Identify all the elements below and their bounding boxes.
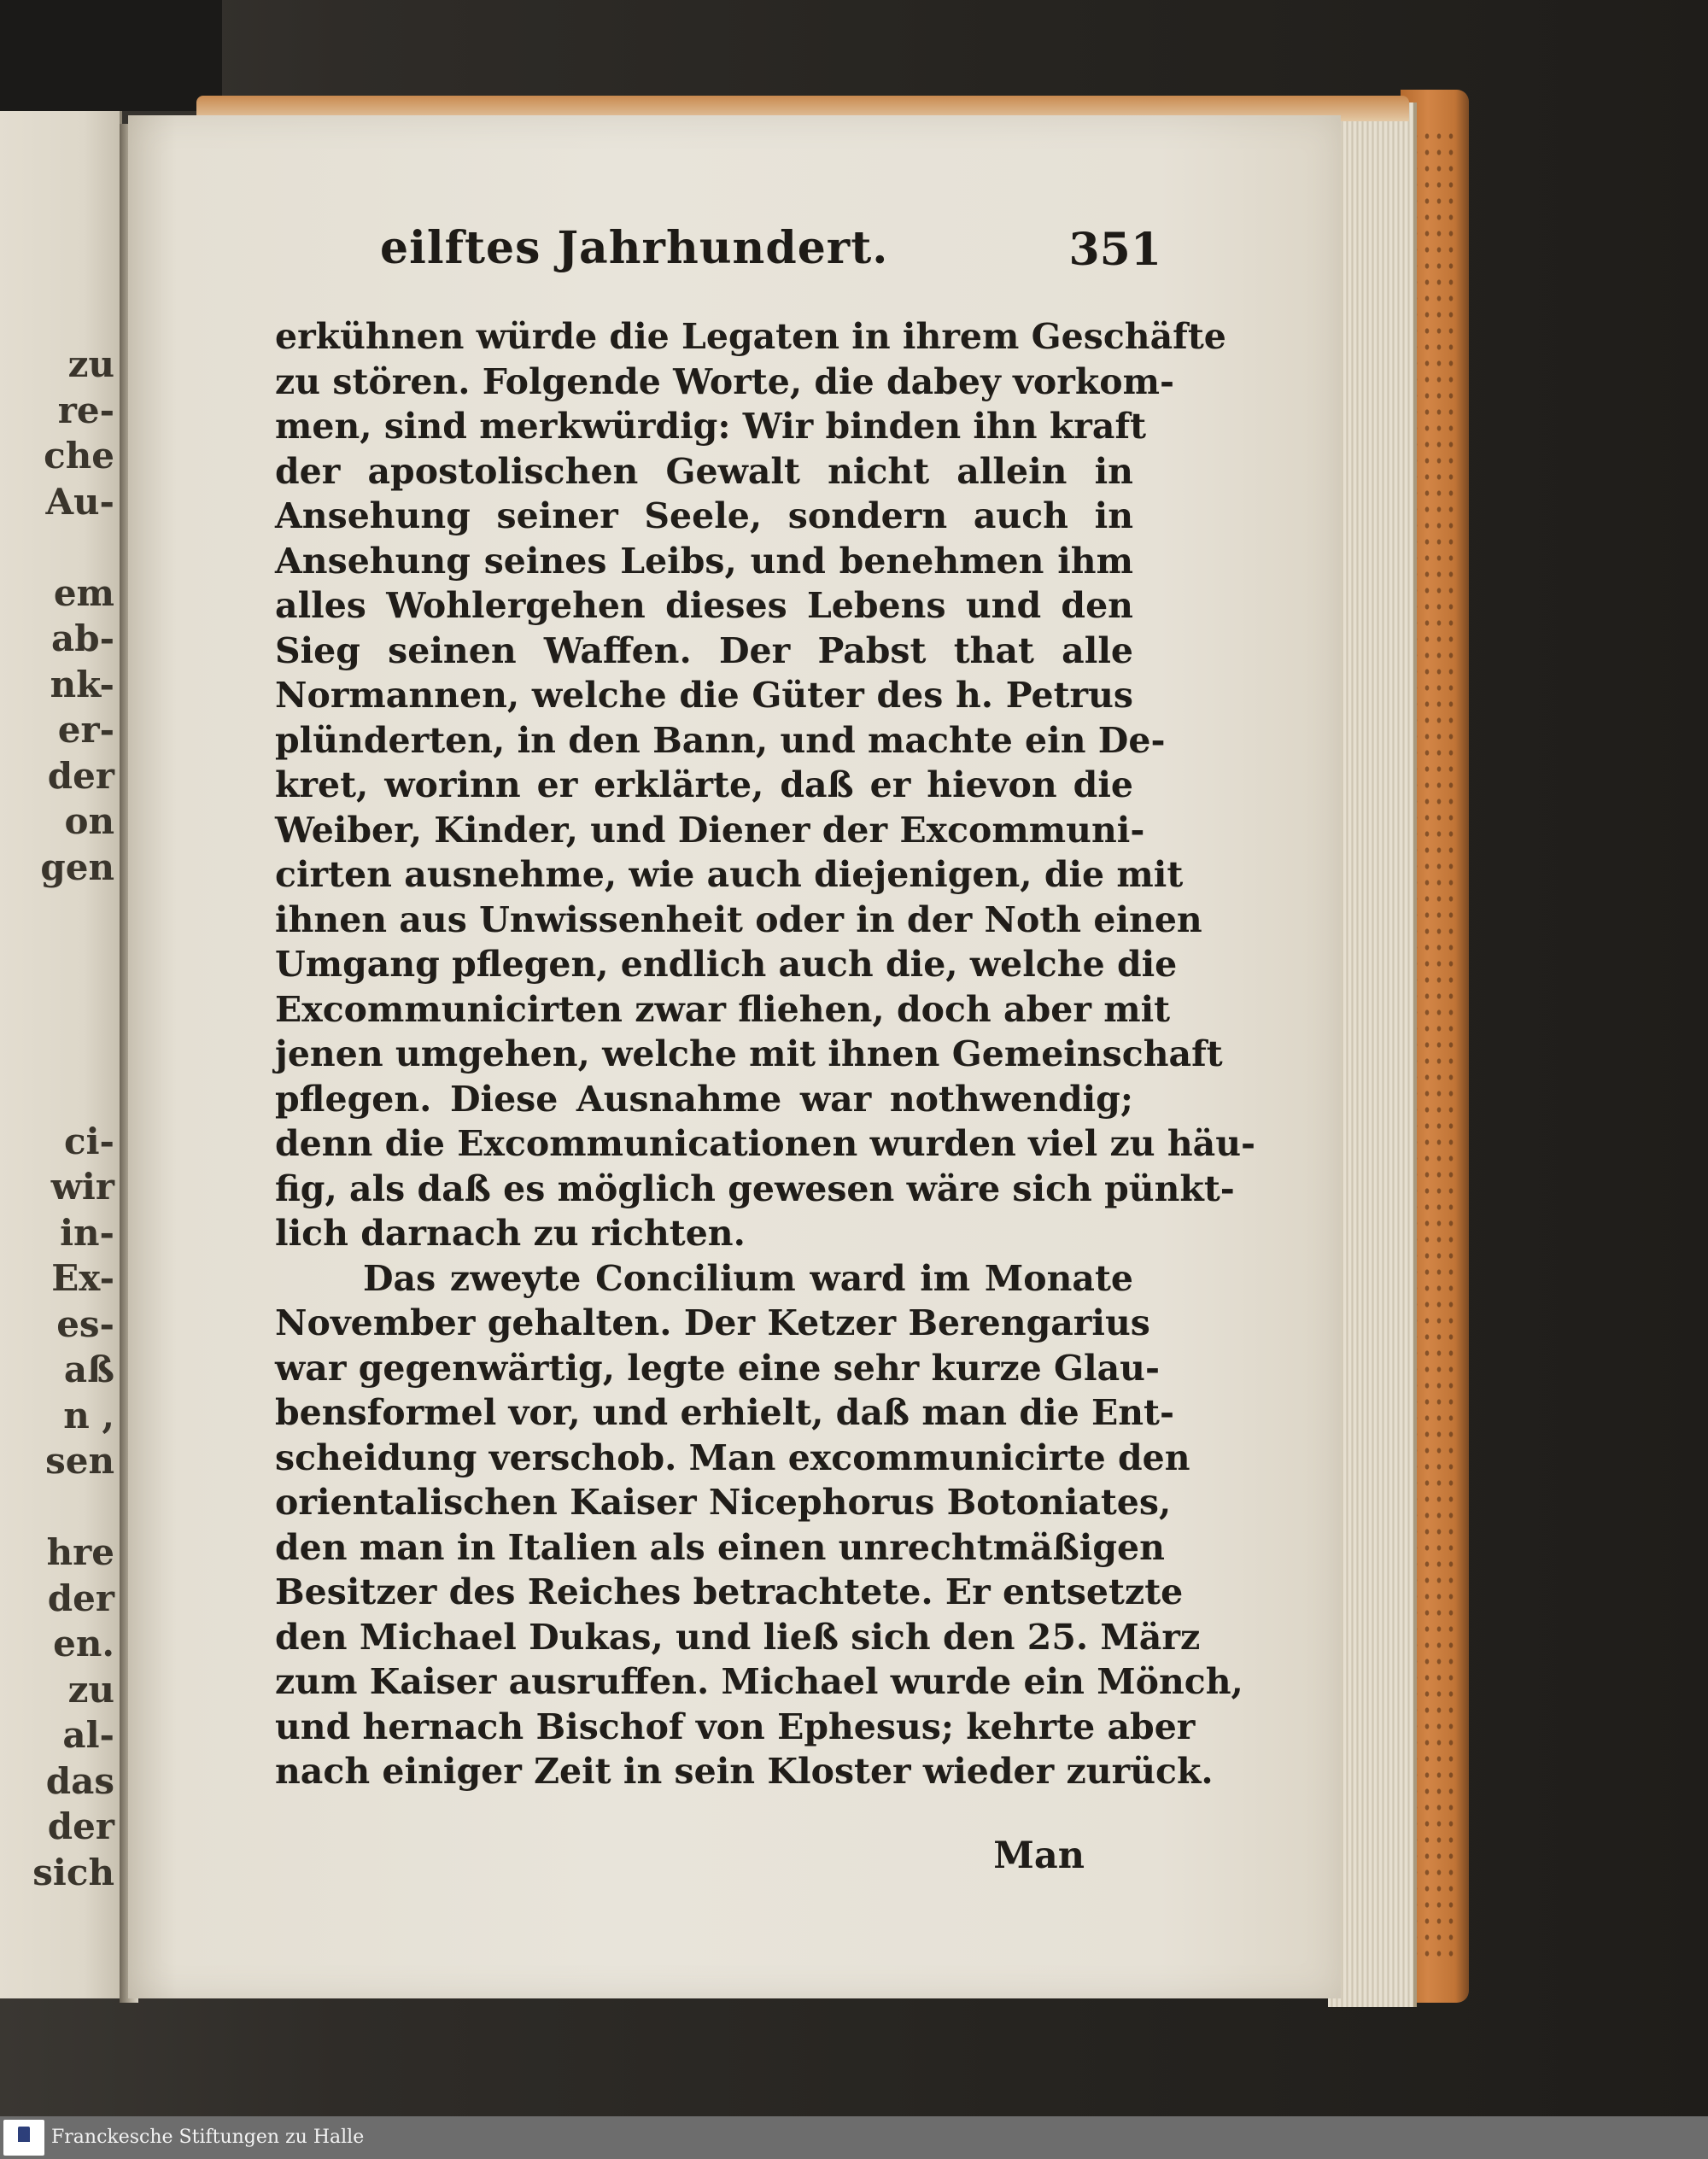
text-line: pflegen. Diese Ausnahme war nothwendig; — [275, 1078, 1133, 1120]
text-line: cirten ausnehme, wie auch diejenigen, die mit — [275, 854, 1184, 895]
page-block-edge — [1328, 102, 1417, 2007]
previous-page-fragment: wir — [50, 1166, 114, 1208]
text-line: und hernach Bischof von Ephesus; kehrte aber — [275, 1706, 1196, 1747]
previous-page-fragment: zu — [67, 343, 114, 385]
previous-page-fragment: Au- — [45, 480, 114, 523]
text-line: scheidung verschob. Man excommunicirte den — [275, 1436, 1190, 1478]
previous-page-fragment: der — [47, 1577, 114, 1619]
text-line: orientalischen Kaiser Nicephorus Botoniates, — [275, 1482, 1172, 1523]
text-line: Normannen, welche die Güter des h. Petrus — [275, 675, 1133, 716]
previous-page-fragment: sich — [32, 1851, 114, 1893]
text-line: lich darnach zu richten. — [275, 1213, 746, 1254]
text-line: Sieg seinen Waffen. Der Pabst that alle — [275, 629, 1133, 671]
previous-page-fragment: er- — [57, 709, 114, 751]
text-line: erkühnen würde die Legaten in ihrem Geschäfte — [275, 316, 1226, 357]
text-line: fig, als daß es möglich gewesen wäre sich pünkt- — [275, 1167, 1235, 1209]
text-line: Umgang pflegen, endlich auch die, welche die — [275, 944, 1178, 985]
footer-bar — [0, 2116, 1708, 2159]
cover-speckle-texture — [1409, 128, 1460, 1964]
previous-page-fragment: re- — [57, 389, 114, 431]
catchword: Man — [993, 1834, 1085, 1877]
previous-page-fragment: en. — [53, 1623, 114, 1665]
text-line: den man in Italien als einen unrechtmäßigen — [275, 1526, 1165, 1568]
text-line: zum Kaiser ausruffen. Michael wurde ein Mönch, — [275, 1661, 1243, 1702]
previous-page-fragment: on — [64, 800, 114, 842]
previous-page-fragment: Ex- — [51, 1257, 114, 1299]
previous-page-fragment: es- — [56, 1302, 114, 1345]
previous-page-fragment: der — [47, 1805, 114, 1847]
text-line: nach einiger Zeit in sein Kloster wieder zurück. — [275, 1751, 1214, 1792]
dark-corner — [0, 0, 222, 111]
text-line: kret, worinn er erklärte, daß er hievon die — [275, 764, 1133, 805]
previous-page-fragment: zu — [67, 1668, 114, 1711]
logo-mark — [18, 2127, 30, 2142]
previous-page-fragment: che — [44, 435, 114, 477]
text-line: Besitzer des Reiches betrachtete. Er entsetzte — [275, 1571, 1184, 1612]
previous-page-edge — [0, 111, 122, 1998]
previous-page-fragment: der — [47, 754, 114, 797]
previous-page-fragment: nk- — [50, 663, 114, 705]
previous-page-fragment: in- — [60, 1211, 114, 1254]
text-line: war gegenwärtig, legte eine sehr kurze Glau- — [275, 1347, 1160, 1389]
previous-page-fragment: sen — [45, 1440, 114, 1482]
text-line: Weiber, Kinder, und Diener der Excommuni- — [275, 809, 1145, 851]
text-line: Ansehung seines Leibs, und benehmen ihm — [275, 540, 1133, 582]
text-line: den Michael Dukas, und ließ sich den 25. März — [275, 1616, 1201, 1658]
previous-page-fragment: hre — [46, 1531, 114, 1573]
institution-logo-icon — [3, 2120, 44, 2156]
text-line: bensformel vor, und erhielt, daß man die Ent- — [275, 1392, 1174, 1433]
text-line: ihnen aus Unwissenheit oder in der Noth einen — [275, 898, 1202, 940]
previous-page-fragment: gen — [40, 845, 114, 888]
previous-page-fragment: aß — [63, 1349, 114, 1390]
previous-page-fragment: das — [45, 1759, 114, 1802]
previous-page-fragment: n , — [63, 1394, 114, 1436]
text-line: alles Wohlergehen dieses Lebens und den — [275, 585, 1133, 626]
footer-credit: Franckesche Stiftungen zu Halle — [51, 2127, 365, 2148]
text-line: zu stören. Folgende Worte, die dabey vorkom- — [275, 360, 1174, 402]
previous-page-fragment: al- — [62, 1714, 114, 1756]
text-line: Das zweyte Concilium ward im Monate — [363, 1257, 1133, 1299]
text-line: men, sind merkwürdig: Wir binden ihn kraft — [275, 406, 1147, 447]
text-line: jenen umgehen, welche mit ihnen Gemeinschaft — [275, 1033, 1223, 1074]
text-line: der apostolischen Gewalt nicht allein in — [275, 450, 1133, 492]
previous-page-fragment: ab- — [50, 617, 114, 659]
previous-page-fragment: ci- — [64, 1120, 114, 1162]
text-line: Ansehung seiner Seele, sondern auch in — [275, 495, 1133, 536]
text-line: Excommunicirten zwar fliehen, doch aber mit — [275, 988, 1171, 1030]
text-line: November gehalten. Der Ketzer Berengarius — [275, 1302, 1150, 1343]
previous-page-fragment: em — [53, 571, 114, 614]
text-line: denn die Excommunicationen wurden viel zu häu- — [275, 1123, 1256, 1164]
page-number: 351 — [1068, 224, 1161, 276]
running-title: eilftes Jahrhundert. — [380, 222, 889, 274]
text-line: plünderten, in den Bann, und machte ein De- — [275, 719, 1166, 761]
